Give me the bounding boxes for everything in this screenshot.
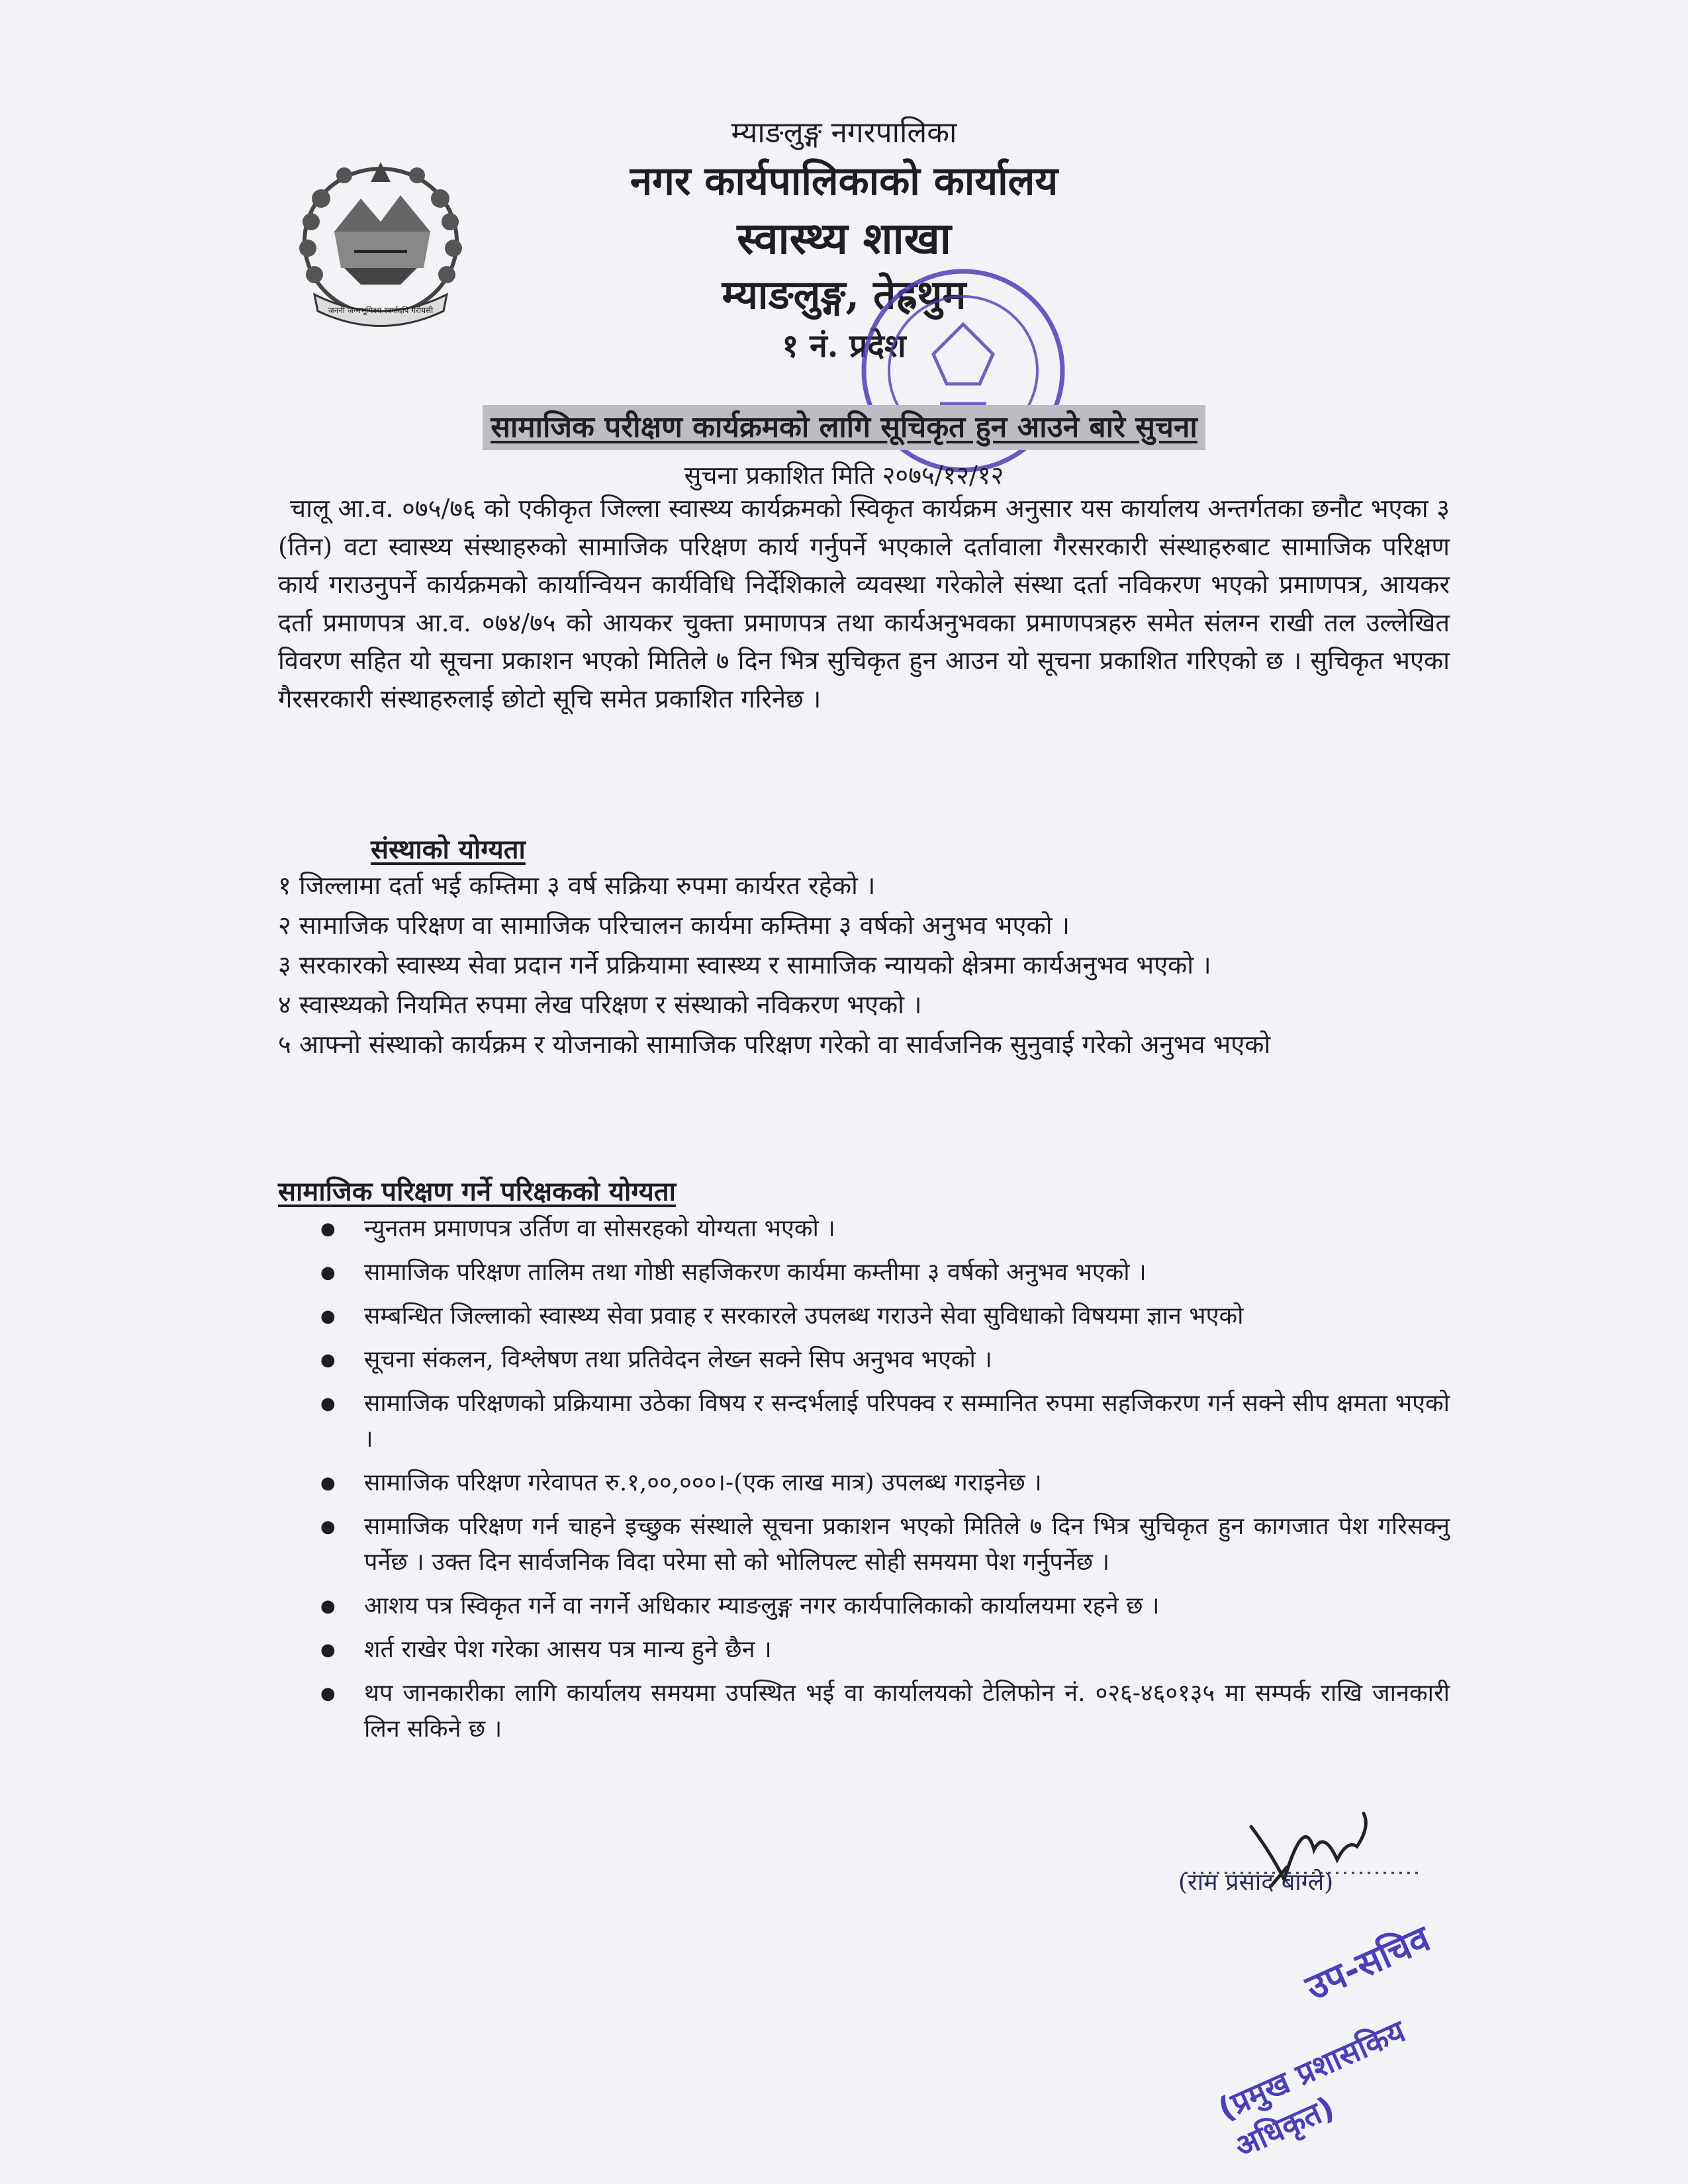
- list-item: ● सूचना संकलन, विश्लेषण तथा प्रतिवेदन लेख्न सक्ने सिप अनुभव भएको ।: [311, 1342, 1450, 1378]
- list-item: ● थप जानकारीका लागि कार्यालय समयमा उपस्थित भई वा कार्यालयको टेलिफोन नं. ०२६-४६०१३५ मा सम्पर्क राखि जानकारी लिन सकिने छ ।: [311, 1676, 1450, 1747]
- list-item: ● सामाजिक परिक्षणको प्रक्रियामा उठेका विषय र सन्दर्भलाई परिपक्व र सम्मानित रुपमा सहजिकरण गर्न सक्ने सीप क्षमता भएको ।: [311, 1386, 1450, 1457]
- designation-stamp: [1211, 1917, 1509, 2171]
- list-item: ● आशय पत्र स्विकृत गर्ने वा नगर्ने अधिकार म्याङलुङ्ग नगर कार्यपालिकाको कार्यालयमा रहने छ ।: [311, 1588, 1450, 1624]
- signatory-name: (राम प्रसाद बाग्ले): [1178, 1869, 1334, 1896]
- list-item: २ सामाजिक परिक्षण वा सामाजिक परिचालन कार्यमा कम्तिमा ३ वर्षको अनुभव भएको ।: [278, 911, 1070, 940]
- organization-eligibility-heading: संस्थाको योग्यता: [371, 834, 526, 865]
- municipality-name: म्याङलुङ्ग नगरपालिका: [731, 116, 957, 150]
- publish-date: सुचना प्रकाशित मिति २०७५/१२/१२: [684, 461, 1004, 490]
- list-item: ● सम्बन्धित जिल्लाको स्वास्थ्य सेवा प्रवाह र सरकारले उपलब्ध गराउने सेवा सुविधाको विषयमा ज्ञान भएको: [311, 1298, 1450, 1334]
- list-item: ४ स्वास्थ्यको नियमित रुपमा लेख परिक्षण र संस्थाको नविकरण भएको ।: [278, 990, 922, 1019]
- list-item: ३ सरकारको स्वास्थ्य सेवा प्रदान गर्ने प्रक्रियामा स्वास्थ्य र सामाजिक न्यायको क्षेत्रमा कार्यअनुभव भएको ।: [278, 950, 1211, 979]
- province-name: १ नं. प्रदेश: [782, 328, 906, 365]
- list-item: ● न्युनतम प्रमाणपत्र उर्तिण वा सोसरहको योग्यता भएको ।: [311, 1211, 1450, 1247]
- list-item: ● सामाजिक परिक्षण तालिम तथा गोष्ठी सहजिकरण कार्यमा कम्तीमा ३ वर्षको अनुभव भएको ।: [311, 1255, 1450, 1291]
- designation-text: उप-सचिव: [1299, 1917, 1436, 2009]
- notice-body: चालू आ.व. ०७५/७६ को एकीकृत जिल्ला स्वास्थ्य कार्यक्रमको स्विकृत कार्यक्रम अनुसार यस कार्यालय अन्तर्गतका छनौट भएका ३ (तिन) वटा स्वास्थ्य संस्थाहरुको सामाजिक परिक्षण कार्य गर्नुपर्ने भएकाले दर्तावाला गैरसरकारी संस्थाहरुबाट सामाजिक परिक्षण कार्य गराउनुपर्ने कार्यक्रमको कार्यान्वियन कार्यविधि निर्देशिकाले व्यवस्था गरेकोले संस्था दर्ता नविकरण भएको प्रमाणपत्र, आयकर दर्ता प्रमाणपत्र आ.व. ०७४/७५ को आयकर चुक्ता प्रमाणपत्र तथा कार्यअनुभवका प्रमाणपत्रहरु समेत संलग्न राखी तल उल्लेखित विवरण सहित यो सूचना प्रकाशन भएको मितिले ७ दिन भित्र सुचिकृत हुन आउन यो सूचना प्रकाशित गरिएको छ । सुचिकृत भएका गैरसरकारी संस्थाहरुलाई छोटो सूचि समेत प्रकाशित गरिनेछ ।: [278, 494, 1450, 713]
- notice-title: सामाजिक परीक्षण कार्यक्रमको लागि सूचिकृत हुन आउने बारे सुचना: [483, 405, 1205, 450]
- list-item: ● सामाजिक परिक्षण गर्न चाहने इच्छुक संस्थाले सूचना प्रकाशन भएको मितिले ७ दिन भित्र सुचिकृत हुन कागजात पेश गरिसक्नु पर्नेछ । उक्त दिन सार्वजनिक विदा परेमा सो को भोलिपल्ट सोही समयमा पेश गर्नुपर्नेछ ।: [311, 1509, 1450, 1580]
- list-item: ● शर्त राखेर पेश गरेका आसय पत्र मान्य हुने छैन ।: [311, 1632, 1450, 1668]
- office-location: म्याङलुङ्ग, तेह्रथुम: [722, 272, 966, 318]
- list-item: ५ आफ्नो संस्थाको कार्यक्रम र योजनाको सामाजिक परिक्षण गरेको वा सार्वजनिक सुनुवाई गरेको अनुभव भएको: [278, 1030, 1271, 1059]
- designation-role-text: (प्रमुख प्रशासकिय अधिकृत): [1213, 2013, 1411, 2165]
- organization-eligibility-list: [278, 867, 1450, 1066]
- letterhead: [0, 113, 1688, 369]
- list-item: ● सामाजिक परिक्षण गरेवापत रु.१,००,०००।-(एक लाख मात्र) उपलब्ध गराइनेछ ।: [311, 1465, 1450, 1501]
- notice-title-band: [0, 405, 1688, 450]
- emblem-motto: जननी जन्मभूमिश्च स्वर्गादपि गरीयसी: [328, 306, 434, 315]
- auditor-eligibility-heading: सामाजिक परिक्षण गर्ने परिक्षकको योग्यता: [278, 1176, 676, 1207]
- auditor-eligibility-list: [311, 1211, 1450, 1755]
- list-item: १ जिल्लामा दर्ता भई कम्तिमा ३ वर्ष सक्रिया रुपमा कार्यरत रहेको ।: [278, 871, 876, 900]
- office-name: नगर कार्यपालिकाको कार्यालय: [630, 158, 1058, 205]
- branch-name: स्वास्थ्य शाखा: [737, 212, 951, 264]
